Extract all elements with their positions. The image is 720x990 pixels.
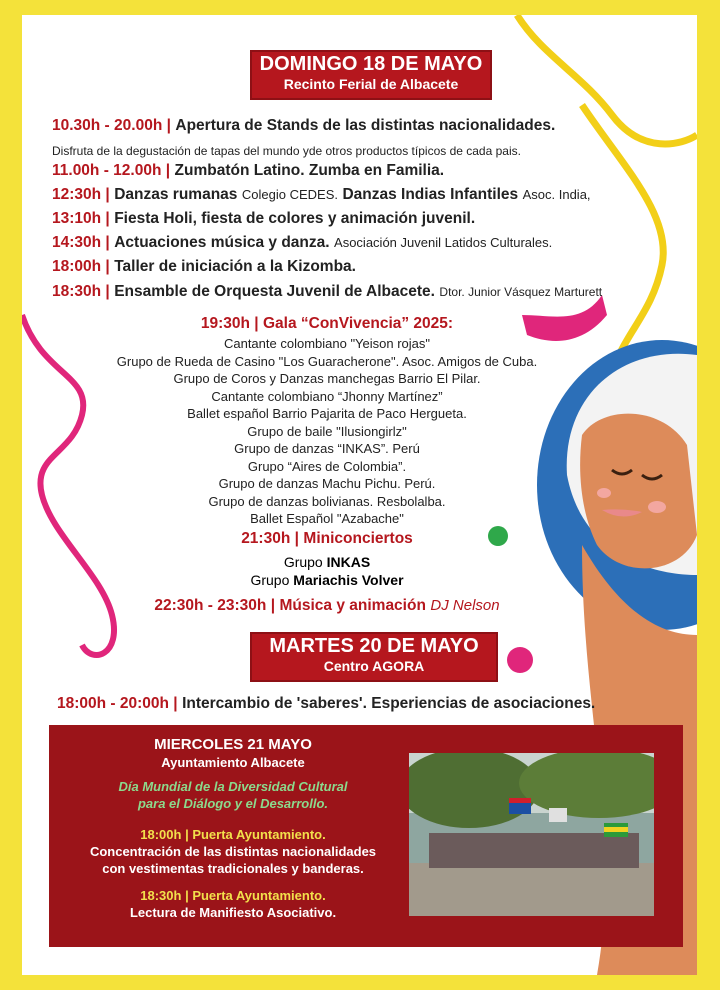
- music-dj: DJ Nelson: [430, 597, 500, 614]
- schedule-note: [52, 142, 521, 160]
- schedule-item: [52, 186, 591, 204]
- gala-line: Grupo de danzas Machu Pichu. Perú.: [218, 476, 436, 491]
- day1-place: Recinto Ferial de Albacete: [283, 76, 459, 92]
- schedule-item: [52, 283, 602, 301]
- day3-title: MIERCOLES 21 MAYO: [154, 736, 312, 753]
- pink-dot: [507, 647, 533, 673]
- day2-title: MARTES 20 DE MAYO: [269, 635, 479, 657]
- item-detail: Dtor. Junior Vásquez Marturett: [439, 285, 603, 299]
- mini-title: Miniconciertos: [303, 530, 413, 547]
- mini-group-name: INKAS: [326, 554, 371, 570]
- event-photo-illustration: [409, 753, 654, 916]
- gala-line: Cantante colombiano “Jhonny Martínez”: [211, 388, 443, 404]
- day3-text: [49, 735, 417, 921]
- day3-event2-line1: Lectura de Manifiesto Asociativo.: [129, 905, 337, 920]
- schedule-item: [52, 210, 475, 228]
- gala-line: Grupo de Coros y Danzas manchegas Barrio El Pilar.: [173, 371, 481, 386]
- gala-line: Grupo de Rueda de Casino "Los Guaracherone". Asoc. Amigos de Cuba.: [116, 353, 538, 369]
- day1-header: [250, 50, 492, 100]
- day1-title: DOMINGO 18 DE MAYO: [259, 53, 483, 75]
- item-time: 18:00h |: [52, 258, 110, 275]
- mini-group-name: Mariachis Volver: [293, 572, 404, 588]
- gala-line: Cantante colombiano "Yeison rojas": [223, 336, 431, 351]
- item-title: Danzas rumanas: [114, 186, 238, 203]
- music-time: 22:30h - 23:30h |: [154, 597, 276, 614]
- item-time: 10.30h - 20.00h |: [52, 117, 171, 134]
- gala-title-line: [92, 313, 562, 335]
- item-time: 18:30h |: [52, 283, 110, 300]
- day2-item: [57, 695, 595, 713]
- item-title: Fiesta Holi, fiesta de colores y animación juvenil.: [114, 210, 476, 227]
- item-title: Actuaciones música y danza.: [114, 234, 330, 251]
- item-time: 13:10h |: [52, 210, 110, 227]
- item-time: 11.00h - 12.00h |: [52, 162, 171, 179]
- item-detail: Asociación Juvenil Latidos Culturales.: [334, 235, 553, 250]
- schedule-item: [52, 117, 555, 135]
- gala-line: Grupo “Aires de Colombia”.: [247, 458, 407, 474]
- gala-title: Gala “ConVivencia” 2025:: [262, 315, 454, 332]
- day3-subtitle-2: para el Diálogo y el Desarrollo.: [137, 796, 328, 811]
- item-title-2: Danzas Indias Infantiles: [342, 186, 519, 203]
- mini-time: 21:30h |: [241, 530, 299, 547]
- item-title: Apertura de Stands de las distintas nacionalidades.: [175, 117, 556, 134]
- day2-time: 18:00h - 20:00h |: [57, 695, 178, 712]
- poster: [22, 15, 697, 975]
- mini-group: [92, 572, 562, 588]
- gala-line: Grupo de baile "Ilusiongirlz": [247, 423, 407, 439]
- item-title: Taller de iniciación a la Kizomba.: [114, 258, 356, 275]
- gala-time: 19:30h |: [200, 315, 259, 332]
- day2-header: [250, 632, 498, 682]
- item-time: 14:30h |: [52, 234, 110, 251]
- gala-line: Ballet Español "Azabache": [250, 511, 404, 526]
- item-detail-2: Asoc. India,: [522, 187, 591, 202]
- schedule-item: [52, 162, 444, 180]
- schedule-item: [52, 258, 356, 276]
- music-line: [92, 597, 562, 615]
- mini-title-line: [92, 530, 562, 548]
- gala-line: Grupo de danzas “INKAS”. Perú: [234, 441, 420, 456]
- event-photo: [409, 753, 654, 916]
- day3-event1-time: 18:00h | Puerta Ayuntamiento.: [140, 827, 326, 842]
- item-title: Ensamble de Orquesta Juvenil de Albacete.: [114, 283, 435, 300]
- item-title: Zumbatón Latino. Zumba en Familia.: [174, 162, 445, 179]
- day3-event2-time: 18:30h | Puerta Ayuntamiento.: [140, 888, 326, 903]
- music-title: Música y animación: [279, 597, 426, 614]
- day3-subtitle-1: Día Mundial de la Diversidad Cultural: [118, 779, 348, 794]
- gala-line: Ballet español Barrio Pajarita de Paco Hergueta.: [187, 406, 467, 421]
- gala-line: Grupo de danzas bolivianas. Resbolalba.: [208, 493, 446, 509]
- day2-place: Centro AGORA: [323, 658, 425, 674]
- mini-group-prefix: Grupo: [283, 554, 323, 570]
- item-note: Disfruta de la degustación de tapas del mundo yde otros productos típicos de cada pais.: [52, 144, 521, 158]
- gala-section: [92, 313, 562, 528]
- day3-place: Ayuntamiento Albacete: [161, 755, 305, 770]
- item-detail: Colegio CEDES.: [241, 187, 338, 202]
- mini-group: [92, 554, 562, 570]
- day3-event1-line2: con vestimentas tradicionales y banderas.: [102, 861, 364, 876]
- day3-box: [49, 725, 683, 947]
- day2-text: Intercambio de 'saberes'. Esperiencias de asociaciones.: [182, 695, 596, 712]
- mini-group-prefix: Grupo: [250, 572, 290, 588]
- item-time: 12:30h |: [52, 186, 110, 203]
- day3-event1-line1: Concentración de las distintas nacionalidades: [89, 844, 377, 859]
- schedule-item: [52, 234, 552, 252]
